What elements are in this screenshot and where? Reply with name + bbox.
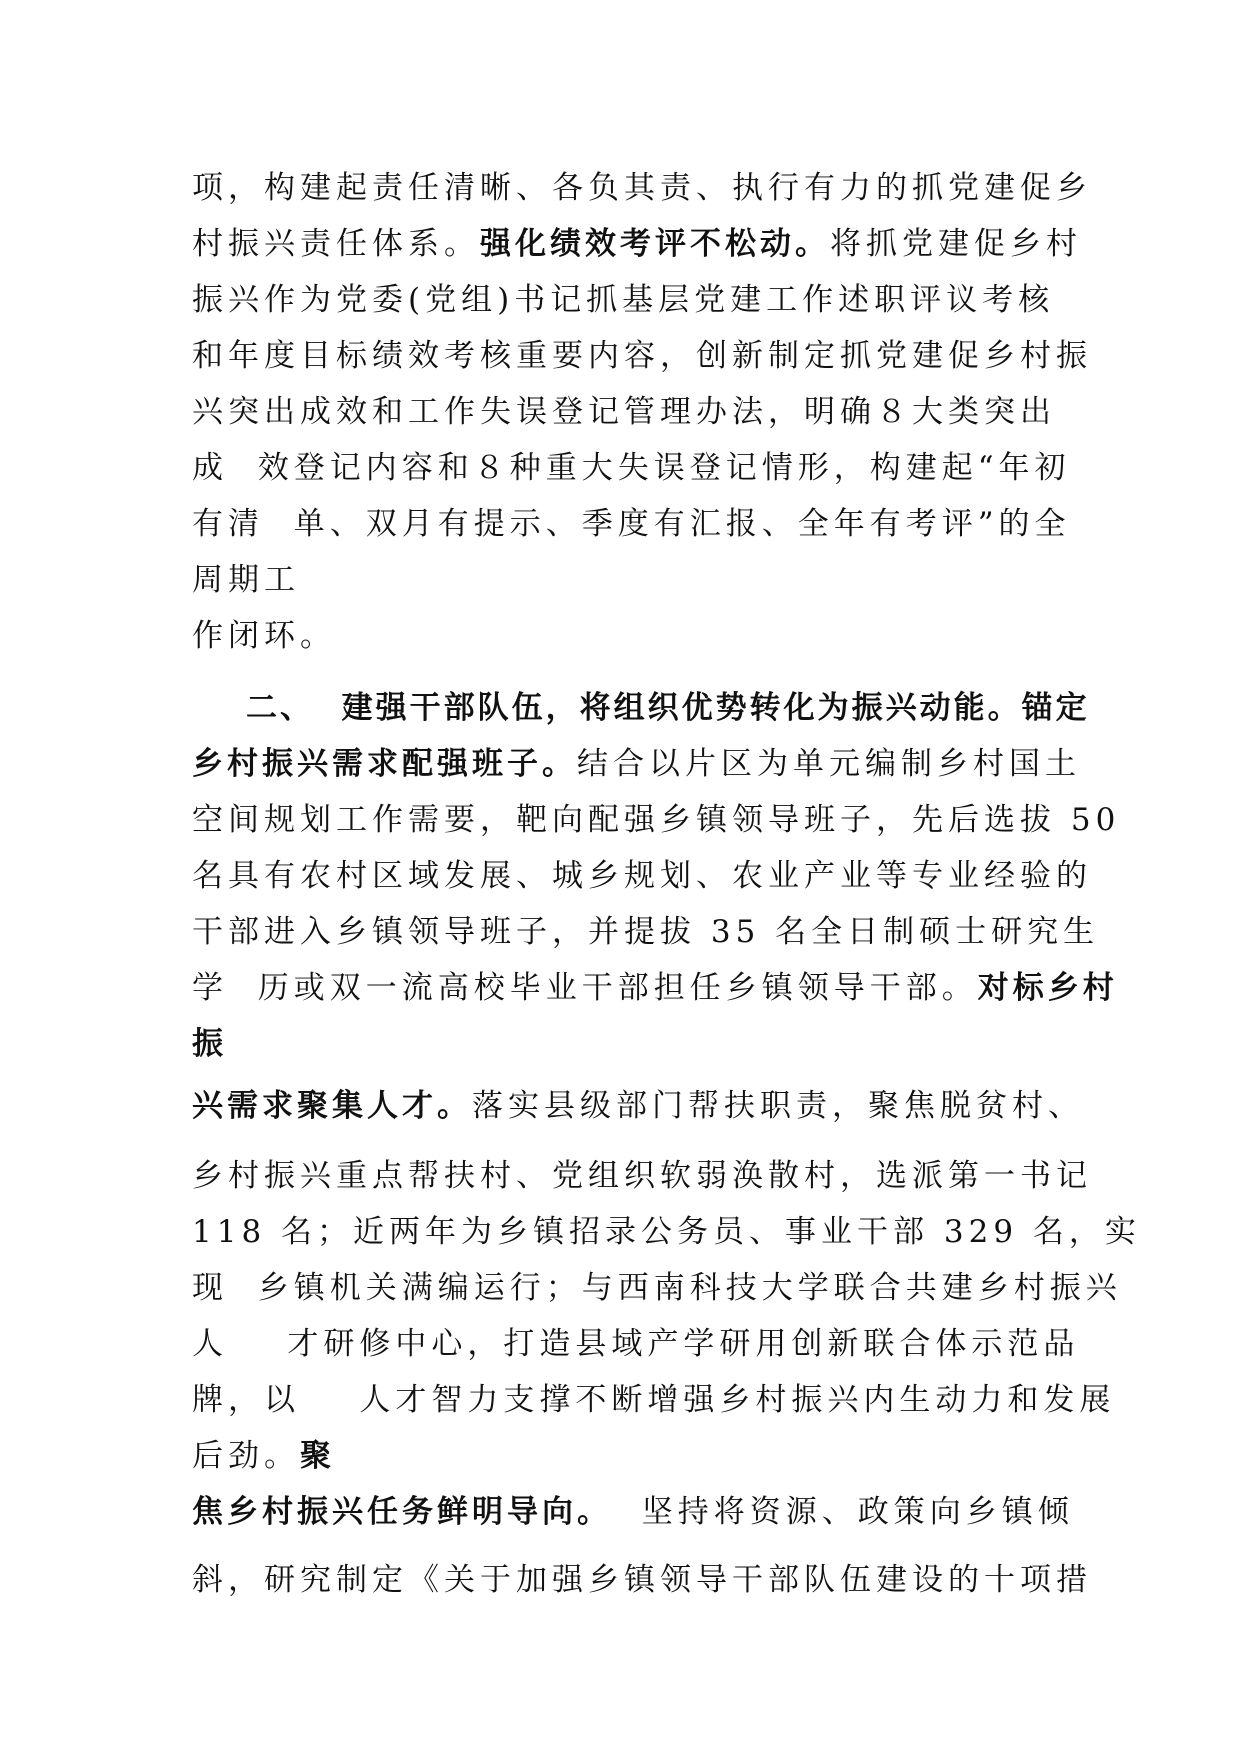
text-run: 将抓党建促乡村 xyxy=(830,226,1082,262)
text-run: 118 名；近两年为乡镇招录公务员、事业干部 329 名，实 xyxy=(192,1214,1141,1250)
text-run: 成 效登记内容和８种重大失误登记情形，构建起“年初 xyxy=(192,450,1071,486)
bold-subheading: 对标乡村 xyxy=(977,970,1118,1006)
text-run: 兴突出成效和工作失误登记管理办法，明确８大类突出 xyxy=(192,394,1056,430)
body-line-2 xyxy=(192,224,1082,264)
text-run: 学 历或双一流高校毕业干部担任乡镇领导干部。 xyxy=(192,970,978,1006)
text-run: 振兴作为党委(党组)书记抓基层党建工作述职评议考核 xyxy=(192,282,1055,318)
text-run: 空间规划工作需要，靶向配强乡镇领导班子，先后选拔 50 xyxy=(192,802,1121,838)
text-run: 有清 单、双月有提示、季度有汇报、全年有考评”的全 xyxy=(192,506,1071,542)
section-heading-text: 二、 建强干部队伍，将组织优势转化为振兴动能。锚定 xyxy=(246,690,1090,726)
body-line-5 xyxy=(192,392,1056,432)
body-line-18 xyxy=(192,1156,1092,1196)
body-line-25 xyxy=(192,1560,1092,1600)
bold-subheading: 强化绩效考评不松动。 xyxy=(480,226,830,262)
body-line-19 xyxy=(192,1212,1141,1252)
text-run: 干部进入乡镇领导班子，并提拔 35 名全日制硕士研究生 xyxy=(192,914,1100,950)
text-run: 现 乡镇机关满编运行；与西南科技大学联合共建乡村振兴 xyxy=(192,1270,1122,1306)
text-run: 和年度目标绩效考核重要内容，创新制定抓党建促乡村振 xyxy=(192,338,1092,374)
body-line-14 xyxy=(192,912,1099,952)
body-line-22 xyxy=(192,1380,1115,1420)
body-line-15 xyxy=(192,968,1118,1008)
text-run: 村振兴责任体系。 xyxy=(192,226,480,262)
section-heading xyxy=(246,688,1090,728)
text-run: 乡村振兴重点帮扶村、党组织软弱涣散村，选派第一书记 xyxy=(192,1158,1092,1194)
body-line-3 xyxy=(192,280,1054,320)
text-run: 结合以片区为单元编制乡村国土 xyxy=(577,746,1081,782)
text-run: 坚持将资源、政策向乡镇倾 xyxy=(612,1494,1074,1530)
body-line-20 xyxy=(192,1268,1122,1308)
body-line-8 xyxy=(192,560,300,600)
bold-subheading: 焦乡村振兴任务鲜明导向。 xyxy=(192,1494,612,1530)
bold-subheading: 聚 xyxy=(300,1438,335,1474)
body-line-6 xyxy=(192,448,1071,488)
text-run: 人 才研修中心，打造县域产学研用创新联合体示范品 xyxy=(192,1326,1080,1362)
text-run: 周期工 xyxy=(192,562,300,598)
bold-subheading: 兴需求聚集人才。 xyxy=(192,1088,472,1124)
text-run: 名具有农村区域发展、城乡规划、农业产业等专业经验的 xyxy=(192,858,1092,894)
body-line-21 xyxy=(192,1324,1079,1364)
text-run: 后劲。 xyxy=(192,1438,300,1474)
body-line-13 xyxy=(192,856,1092,896)
body-line-4 xyxy=(192,336,1092,376)
body-line-1 xyxy=(192,168,1092,208)
text-run: 作闭环。 xyxy=(192,618,336,654)
text-run: 斜，研究制定《关于加强乡镇领导干部队伍建设的十项措 xyxy=(192,1562,1092,1598)
body-line-23 xyxy=(192,1436,335,1476)
body-line-16 xyxy=(192,1024,227,1064)
text-run: 项，构建起责任清晰、各负其责、执行有力的抓党建促乡 xyxy=(192,170,1092,206)
bold-subheading: 乡村振兴需求配强班子。 xyxy=(192,746,577,782)
text-run: 落实县级部门帮扶职责，聚焦脱贫村、 xyxy=(472,1088,1084,1124)
bold-subheading: 振 xyxy=(192,1026,227,1062)
body-line-24 xyxy=(192,1492,1074,1532)
body-line-9 xyxy=(192,616,336,656)
body-line-12 xyxy=(192,800,1120,840)
text-run: 牌，以 人才智力支撑不断增强乡村振兴内生动力和发展 xyxy=(192,1382,1116,1418)
body-line-7 xyxy=(192,504,1071,544)
body-line-17 xyxy=(192,1086,1084,1126)
body-line-11 xyxy=(192,744,1081,784)
